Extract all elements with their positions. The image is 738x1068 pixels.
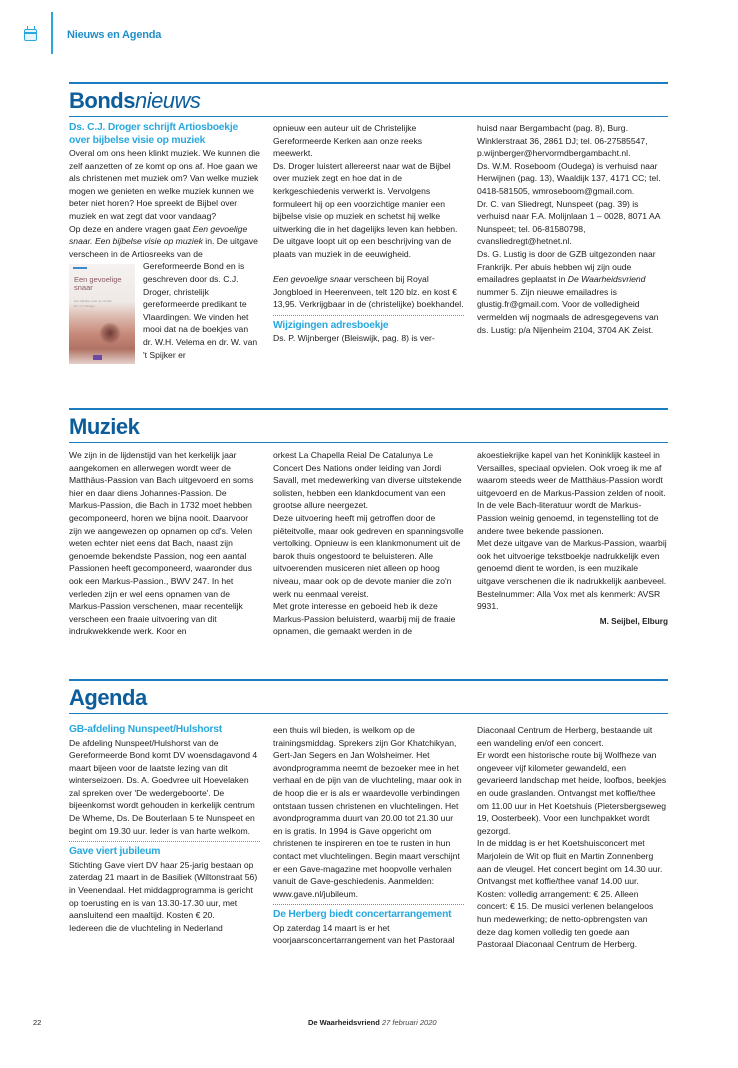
muziek-col-3 bbox=[477, 449, 668, 638]
article-paragraph: Ds. W.M. Roseboom (Oudega) is verhuisd naar Herwijnen (pag. 13), Waaldijk 137, 4171 CC; tel. 0418-581505, wmroseboom@gmail.com. bbox=[477, 160, 661, 196]
publication-name: De Waarheidsvriend bbox=[567, 274, 646, 285]
dotted-separator bbox=[273, 315, 464, 316]
cover-subtitle: Een bijbelse visie op muziek bbox=[74, 299, 112, 304]
publisher-logo-icon bbox=[93, 355, 102, 360]
section-label: Nieuws en Agenda bbox=[67, 29, 162, 41]
article-paragraph: Met grote interesse en geboeid heb ik deze Markus-Passion beluisterd, waarbij mij de fraaie opnamen, die gemaakt werden in de bbox=[273, 601, 456, 637]
agenda-paragraph: Op zaterdag 14 maart is er het voorjaarsconcertarrangement van het Pastoraal bbox=[273, 922, 455, 946]
article-paragraph bbox=[273, 273, 464, 311]
text: Gereformeerde Bond en is geschreven door ds. C.J. Droger, christelijk gereformeerde predikant te Vlaardingen. We vinden het mooi dat na de boekjes van dr. W.H. Velema en dr. W. van 't Spijker er bbox=[143, 261, 258, 360]
text: Ds. G. Lustig is door de GZB uitgezonden naar Frankrijk. Per abuis hebben wij zijn oude emailadres geplaatst in bbox=[477, 248, 656, 285]
section-rule bbox=[69, 442, 668, 443]
muziek-col-1 bbox=[69, 449, 260, 638]
text: Op deze en andere vragen gaat bbox=[69, 223, 193, 234]
cover-artwork bbox=[99, 322, 121, 344]
bondsnieuws-columns bbox=[69, 122, 668, 366]
bondsnieuws-col-3 bbox=[477, 122, 668, 366]
article-paragraph: Overal om ons heen klinkt muziek. We kunnen die zelf aanzetten of ze komt op ons af. Hoe gaan we als christenen met muziek om? Van welke muziek mogen we genieten en welke muziek kunnen we beter niet horen? Hoe spreekt de Bijbel over muziek en wat zegt dat voor vandaag? bbox=[69, 148, 260, 221]
article-heading: Wijzigingen adresboekje bbox=[273, 319, 389, 331]
publication-name: De Waarheidsvriend bbox=[308, 1018, 380, 1027]
article-paragraph: Bestelnummer: Alla Vox met als kenmerk: AVSR 9931. bbox=[477, 588, 661, 612]
agenda-header bbox=[69, 679, 668, 714]
cover-author: Ds. C.J. Droger bbox=[74, 304, 95, 309]
bondsnieuws-title bbox=[69, 84, 668, 116]
article-paragraph: Dr. C. van Sliedregt, Nunspeet (pag. 39) is verhuisd naar F.A. Molijnlaan 1 – 0028, 8071 AA Nunspeet; tel. 06-81580798, cvansliedregt@hetnet.nl. bbox=[477, 198, 660, 247]
book-cover-image bbox=[69, 264, 135, 364]
agenda-paragraph: De afdeling Nunspeet/Hulshorst van de Gereformeerde Bond komt DV woensdagavond 4 maart bijeen voor de laatste lezing van dit winterseizoen. Ds. A. Goedvree uit Hoevelaken zal spreken over 'De wedergeboorte'. De bijeenkomst wordt gehouden in kerkelijk centrum De Wheme, Ds. De Bouterlaan 5 te Nunspeet en begint om 19.30 uur. Ieder is van harte welkom. bbox=[69, 737, 258, 836]
issue-date: 27 februari 2020 bbox=[381, 1018, 437, 1027]
agenda-heading: De Herberg biedt concertarrangement bbox=[273, 909, 452, 921]
text: verscheen bij Royal Jongbloed in Heerenveen, telt 120 blz. en kost € 13,95. Verkrijgbaar in de (christelijke) boekhandel. bbox=[273, 274, 464, 310]
bondsnieuws-col-1 bbox=[69, 122, 260, 366]
agenda-paragraph: Er wordt een historische route bij Wolfheze van ongeveer vijf kilometer gewandeld, een gevarieerd landschap met heide, loofbos, beekjes en oude graslanden. Ontvangst met koffie/thee om 11.00 uur in Het Koetshuis (Pietersbergseweg 19, Oosterbeek). Voor een lunchpakket wordt gezorgd. bbox=[477, 750, 667, 836]
book-title: Een gevoelige snaar bbox=[273, 274, 352, 285]
article-paragraph: Met deze uitgave van de Markus-Passion, waarbij ook het uitvoerige tekstboekje nadrukkelijk even genoemd dient te worden, is een muzikale uitgave verschenen die ik nadrukkelijk aanbeveel. bbox=[477, 538, 667, 586]
agenda-heading: GB-afdeling Nunspeet/Hulshorst bbox=[69, 724, 223, 735]
agenda-col-1 bbox=[69, 724, 260, 951]
muziek-header bbox=[69, 408, 668, 443]
article-paragraph: akoestiekrijke kapel van het Koninklijk kasteel in Versailles, speciaal opvielen. Ook vroeg ik me af waarom steeds weer de Matthäus-Passion wordt uitgevoerd en de Markus-Passion zelden of nooit. In de vele Bach-literatuur wordt de Markus-Passion weinig genoemd, in tegenstelling tot de andere twee bekende passionen. bbox=[477, 450, 666, 536]
spacer bbox=[273, 261, 464, 274]
article-paragraph: We zijn in de lijdenstijd van het kerkelijk jaar aangekomen en allerwegen wordt weer de Matthäus-Passion van Bach uitgevoerd en soms hier en daar diens Johannes-Passion. De Markus-Passion, die Bach in 1732 moet hebben gecomponeerd, horen we bijna nooit. Daarvoor zijn we aangewezen op opnamen op cd's. Velen weten echter niet eens dat Bach, naast zijn genoemde bekendste Passion, nog een aantal Passionen heeft gecomponeerd, waaronder dus ook een Markus-Passion., BWV 247. In het verleden zijn er wel eens opnamen van de Markus-Passion verschenen, maar recentelijk verscheen een fraaie uitvoering van dit indrukwekkende werk. Koor en bbox=[69, 450, 254, 637]
muziek-col-2 bbox=[273, 449, 464, 638]
bondsnieuws-header bbox=[69, 82, 668, 117]
agenda-heading: Gave viert jubileum bbox=[69, 846, 161, 858]
section-rule bbox=[69, 116, 668, 117]
title-bold: Bonds bbox=[69, 87, 135, 113]
agenda-paragraph: een thuis wil bieden, is welkom op de trainingsmiddag. Sprekers zijn Gor Khatchikyan, Gert-Jan Segers en Jan Wolsheimer. Het avondprogramma neemt de bezoeker mee in het verhaal en de pijn van de vluchteling, maar ook in de hoop die er is als er waardevolle verbindingen ontstaan tussen christenen en vluchtelingen. Het avondprogramma duurt van 20.00 tot 21.30 uur en is gratis. In 1994 is Gave opgericht om christenen te inspireren en toe te rusten in hun contact met vluchtelingen. Begin maart verschijnt er een Gave-magazine met hoopvolle verhalen vanuit de Gave-geschiedenis. Aanmelden: www.gave.nl/jubileum. bbox=[273, 725, 462, 899]
text: nummer 5. Zijn nieuwe emailadres is glustig.fr@gmail.com. Voor de volledigheid vermelden wij nogmaals de adresgegevens van ds. Lustig: p/a Nijenheim 2104, 3704 AK Zeist. bbox=[477, 286, 659, 335]
article-paragraph bbox=[477, 248, 668, 336]
article-paragraph: opnieuw een auteur uit de Christelijke Gereformeerde Kerken aan onze reeks meewerkt. bbox=[273, 123, 423, 159]
agenda-title: Agenda bbox=[69, 684, 147, 710]
article-heading: Ds. C.J. Droger schrijft Artiosboekje over bijbelse visie op muziek bbox=[69, 122, 239, 146]
cover-title: Een gevoelige snaar bbox=[74, 275, 122, 293]
page-header bbox=[0, 0, 738, 60]
page-number: 22 bbox=[33, 1018, 42, 1027]
calendar-icon bbox=[24, 29, 37, 41]
article-paragraph: huisd naar Bergambacht (pag. 8), Burg. Winklerstraat 36, 2861 DJ; tel. 06-27585547, p.wijnberger@hervormdbergambacht.nl. bbox=[477, 123, 648, 159]
agenda-paragraph: In de middag is er het Koetshuisconcert met Marjolein de Wit op fluit en Martin Zonnenberg aan de vleugel. Het concert begint om 14.30 uur. Ontvangst met koffie/thee vanaf 14.00 uur. Kosten: volledig arrangement: € 25. Alleen concert: € 15. De musici verlenen belangeloos hun medewerking; de netto-opbrengsten van deze dag komen volledig ten goede aan Pastoraal Diaconaal Centrum de Herberg. bbox=[477, 838, 663, 950]
section-rule bbox=[69, 713, 668, 714]
article-paragraph: Ds. Droger luistert allereerst naar wat de Bijbel over muziek zegt en hoe dat in de kerkgeschiedenis verwerkt is. Vervolgens formuleert hij op een voorzichtige manier een bijbelse visie op muziek en schetst hij welke uitwerking die in het dagelijks leven kan hebben. De uitgave loopt uit op een beschrijving van de plaats van muziek in de eeuwigheid. bbox=[273, 160, 458, 259]
dotted-separator bbox=[69, 841, 260, 842]
muziek-columns bbox=[69, 449, 668, 638]
bondsnieuws-col-2 bbox=[273, 122, 464, 366]
publication-info bbox=[308, 1018, 437, 1027]
agenda-col-2 bbox=[273, 724, 464, 951]
title-italic: nieuws bbox=[134, 87, 201, 113]
agenda-paragraph: Iedereen die de vluchteling in Nederland bbox=[69, 922, 223, 933]
article-paragraph: orkest La Chapella Reial De Catalunya Le Concert Des Nations onder leiding van Jordi Savall, met medewerking van diverse uitstekende solisten, hebben een klankdocument van een grootse allure neergezet. bbox=[273, 450, 462, 511]
agenda-paragraph: Diaconaal Centrum de Herberg, bestaande uit een wandeling en/of een concert. bbox=[477, 725, 653, 748]
article-paragraph bbox=[69, 223, 260, 362]
cover-bar bbox=[73, 267, 87, 269]
agenda-columns bbox=[69, 724, 668, 951]
book-title: Een gevoelige snaar. Een bijbelse visie op muziek bbox=[69, 223, 248, 247]
text: in. De uitgave verscheen in de Artiosreeks van de bbox=[69, 236, 258, 259]
header-divider bbox=[51, 12, 53, 54]
author-signature: M. Seijbel, Elburg bbox=[599, 616, 668, 626]
article-paragraph: Ds. P. Wijnberger (Bleiswijk, pag. 8) is ver- bbox=[273, 333, 435, 344]
muziek-title: Muziek bbox=[69, 413, 140, 439]
article-paragraph: Deze uitvoering heeft mij getroffen door de piëteitvolle, maar ook gedreven en spanningsvolle vertolking. Opnieuw is een klankmonument uit de barok thuis ongestoord te beluisteren. Alle uitvoerenden musiceren niet alleen op hoog niveau, maar ook op de devote manier die zo'n werk nu eenmaal vereist. bbox=[273, 512, 464, 599]
dotted-separator bbox=[273, 904, 464, 905]
agenda-paragraph: Stichting Gave viert DV haar 25-jarig bestaan op zaterdag 21 maart in de Basiliek (Wiltonstraat 56) in Veenendaal. Het middagprogramma is gericht op toerusting en is van 13.30-17.30 uur, met aansluitend een maaltijd. Kosten € 20. bbox=[69, 859, 258, 921]
agenda-col-3 bbox=[477, 724, 668, 951]
